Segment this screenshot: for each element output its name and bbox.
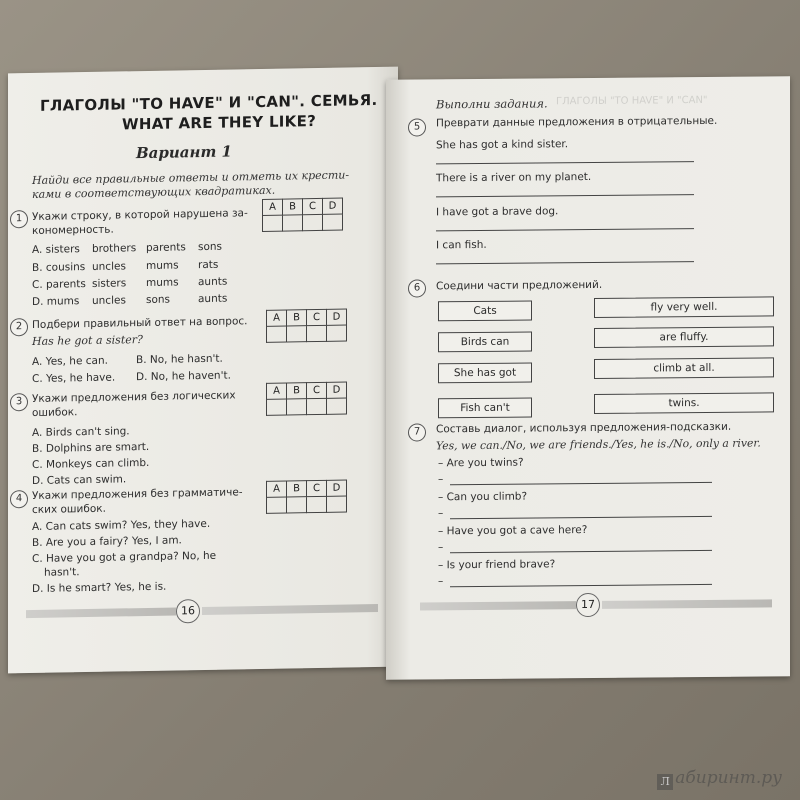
answer-grid-4 bbox=[266, 479, 347, 513]
answer-box-a[interactable] bbox=[267, 497, 287, 513]
option-row-b bbox=[32, 259, 218, 274]
word: sons bbox=[146, 293, 171, 306]
footer-band-right bbox=[202, 604, 378, 615]
task-1-question-line1: Укажи строку, в которой нарушена за- bbox=[32, 207, 248, 223]
answer-grid-3 bbox=[266, 381, 347, 415]
option-c: C. Monkeys can climb. bbox=[32, 456, 150, 471]
word: sons bbox=[198, 240, 223, 254]
answer-box-b[interactable] bbox=[287, 326, 307, 342]
page-title-line2: WHAT ARE THEY LIKE? bbox=[122, 112, 317, 134]
task-number-2: 2 bbox=[10, 318, 28, 336]
grid-header-d: D bbox=[327, 309, 347, 325]
option-a: A. Yes, he can. bbox=[32, 354, 108, 368]
option-row-c bbox=[32, 276, 227, 291]
answer-grid-1 bbox=[262, 198, 343, 232]
page-number: 17 bbox=[576, 593, 600, 617]
answer-line[interactable] bbox=[436, 261, 694, 264]
grid-header-b: B bbox=[283, 199, 303, 215]
option-a: A. Birds can't sing. bbox=[32, 425, 130, 439]
option-row-d bbox=[32, 293, 227, 308]
answer-line[interactable] bbox=[436, 228, 694, 231]
grid-header-a: A bbox=[267, 310, 287, 326]
dialog-question: – Can you climb? bbox=[438, 490, 528, 504]
task-7-hints: Yes, we can./No, we are friends./Yes, he is./No, only a river. bbox=[436, 436, 761, 453]
dialog-question: – Have you got a cave here? bbox=[438, 524, 588, 538]
right-page bbox=[386, 76, 790, 680]
right-part-box[interactable]: are fluffy. bbox=[594, 326, 774, 348]
grid-header-d: D bbox=[323, 198, 343, 214]
option-c: C. Have you got a grandpa? No, he bbox=[32, 549, 217, 565]
answer-box-a[interactable] bbox=[267, 399, 287, 415]
word: aunts bbox=[198, 292, 228, 306]
dialog-answer-dash: – bbox=[438, 473, 444, 486]
left-part-box[interactable]: Fish can't bbox=[438, 397, 532, 418]
answer-box-c[interactable] bbox=[303, 214, 323, 230]
answer-box-b[interactable] bbox=[287, 399, 307, 415]
task-number-3: 3 bbox=[10, 393, 28, 411]
answer-box-c[interactable] bbox=[307, 325, 327, 341]
grid-header-c: C bbox=[303, 198, 323, 214]
footer-band-left bbox=[420, 601, 576, 610]
task-6-question: Соедини части предложений. bbox=[436, 278, 603, 293]
task-number-5: 5 bbox=[408, 118, 426, 136]
task-7-question: Составь диалог, используя предложения-подсказки. bbox=[436, 420, 732, 436]
left-part-box[interactable]: She has got bbox=[438, 362, 532, 383]
word: parents bbox=[146, 241, 186, 254]
footer-band-right bbox=[602, 599, 772, 608]
word: mums bbox=[146, 259, 179, 272]
grid-header-b: B bbox=[287, 310, 307, 326]
answer-box-c[interactable] bbox=[307, 398, 327, 414]
left-page bbox=[8, 67, 398, 674]
task-4-question-line1: Укажи предложения без грамматиче- bbox=[32, 486, 243, 502]
grid-header-b: B bbox=[287, 481, 307, 497]
dialog-answer-dash: – bbox=[438, 575, 444, 588]
grid-header-c: C bbox=[307, 309, 327, 325]
word: mums bbox=[146, 276, 179, 289]
word: aunts bbox=[198, 275, 228, 289]
instruction-line2: ками в соответствующих квадратиках. bbox=[32, 183, 276, 201]
grid-header-d: D bbox=[327, 480, 347, 496]
word: A. sisters bbox=[32, 243, 80, 256]
variant-heading: Вариант 1 bbox=[136, 142, 232, 163]
option-b: B. No, he hasn't. bbox=[136, 352, 223, 367]
grid-header-a: A bbox=[267, 481, 287, 497]
sentence-3: I have got a brave dog. bbox=[436, 205, 559, 219]
instruction-line1: Найди все правильные ответы и отметь их крести- bbox=[32, 168, 350, 187]
answer-line[interactable] bbox=[450, 550, 712, 553]
option-d: D. Cats can swim. bbox=[32, 473, 127, 487]
left-part-box[interactable]: Birds can bbox=[438, 331, 532, 352]
word: brothers bbox=[92, 242, 137, 255]
sentence-2: There is a river on my planet. bbox=[436, 170, 592, 185]
answer-line[interactable] bbox=[450, 584, 712, 587]
right-header: Выполни задания. bbox=[436, 96, 548, 112]
watermark-text: абиринт.ру bbox=[675, 768, 782, 788]
task-number-7: 7 bbox=[408, 423, 426, 441]
task-number-4: 4 bbox=[10, 490, 28, 508]
option-a: A. Can cats swim? Yes, they have. bbox=[32, 517, 211, 533]
grid-header-b: B bbox=[287, 383, 307, 399]
task-2-question-line1: Подбери правильный ответ на вопрос. bbox=[32, 315, 248, 331]
grid-header-d: D bbox=[327, 382, 347, 398]
page-number: 16 bbox=[176, 599, 200, 623]
footer-band-left bbox=[26, 607, 176, 618]
option-d: D. No, he haven't. bbox=[136, 369, 231, 384]
word: B. cousins bbox=[32, 261, 86, 274]
grid-header-c: C bbox=[307, 480, 327, 496]
task-2-question-line2: Has he got a sister? bbox=[32, 333, 143, 348]
word: D. mums bbox=[32, 295, 80, 308]
task-3-question-line1: Укажи предложения без логических bbox=[32, 389, 236, 405]
sentence-4: I can fish. bbox=[436, 238, 487, 252]
answer-box-a[interactable] bbox=[267, 326, 287, 342]
answer-line[interactable] bbox=[450, 482, 712, 485]
sentence-1: She has got a kind sister. bbox=[436, 138, 569, 152]
dialog-answer-dash: – bbox=[438, 507, 444, 520]
answer-line[interactable] bbox=[436, 161, 694, 164]
word: C. parents bbox=[32, 278, 86, 291]
answer-box-b[interactable] bbox=[283, 215, 303, 231]
answer-line[interactable] bbox=[450, 516, 712, 519]
grid-header-c: C bbox=[307, 382, 327, 398]
labirint-watermark bbox=[657, 768, 782, 790]
dialog-answer-dash: – bbox=[438, 541, 444, 554]
task-3-question-line2: ошибок. bbox=[32, 406, 78, 419]
answer-box-d[interactable] bbox=[327, 325, 347, 341]
answer-box-b[interactable] bbox=[287, 497, 307, 513]
answer-grid-2 bbox=[266, 308, 347, 342]
answer-box-d[interactable] bbox=[327, 496, 347, 512]
grid-header-a: A bbox=[263, 199, 283, 215]
task-number-1: 1 bbox=[10, 210, 28, 228]
word: uncles bbox=[92, 294, 126, 307]
option-b: B. Dolphins are smart. bbox=[32, 440, 150, 455]
option-d: D. Is he smart? Yes, he is. bbox=[32, 580, 167, 595]
right-part-box[interactable]: climb at all. bbox=[594, 357, 774, 379]
task-1-question-line2: кономерность. bbox=[32, 223, 114, 237]
option-b: B. Are you a fairy? Yes, I am. bbox=[32, 534, 182, 549]
labirint-logo-icon: Л bbox=[657, 774, 673, 790]
task-5-question: Преврати данные предложения в отрицательные. bbox=[436, 114, 718, 130]
answer-line[interactable] bbox=[436, 194, 694, 197]
right-part-box[interactable]: fly very well. bbox=[594, 296, 774, 318]
left-part-box[interactable]: Cats bbox=[438, 300, 532, 321]
answer-box-d[interactable] bbox=[327, 398, 347, 414]
word: uncles bbox=[92, 260, 126, 273]
answer-box-a[interactable] bbox=[263, 215, 283, 231]
word: sisters bbox=[92, 277, 127, 290]
dialog-question: – Is your friend brave? bbox=[438, 558, 556, 572]
task-4-question-line2: ских ошибок. bbox=[32, 502, 106, 516]
right-part-box[interactable]: twins. bbox=[594, 392, 774, 414]
option-row-a bbox=[32, 241, 222, 256]
word: rats bbox=[198, 258, 219, 272]
task-number-6: 6 bbox=[408, 279, 426, 297]
option-c-continued: hasn't. bbox=[44, 566, 80, 579]
answer-box-c[interactable] bbox=[307, 496, 327, 512]
grid-header-a: A bbox=[267, 383, 287, 399]
page-title-line1: ГЛАГОЛЫ "TO HAVE" И "CAN". СЕМЬЯ. bbox=[40, 90, 378, 115]
answer-box-d[interactable] bbox=[323, 214, 343, 230]
option-c: C. Yes, he have. bbox=[32, 371, 116, 385]
dialog-question: – Are you twins? bbox=[438, 456, 524, 470]
show-through-text: ГЛАГОЛЫ "TO HAVE" И "CAN" bbox=[556, 94, 708, 108]
